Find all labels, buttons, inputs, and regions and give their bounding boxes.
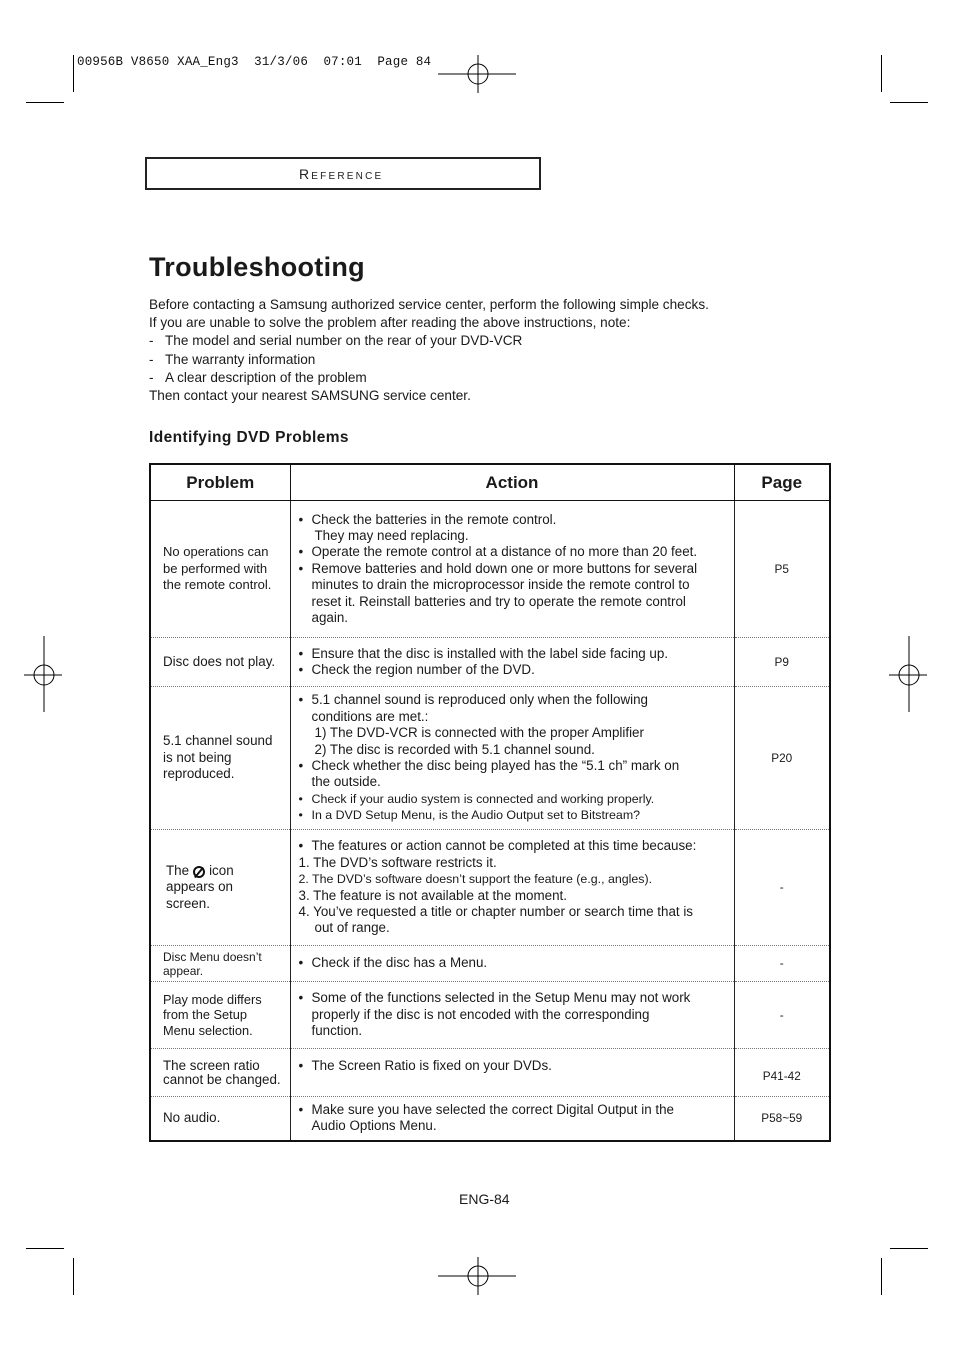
column-header-action: Action xyxy=(290,464,734,501)
prohibited-icon xyxy=(193,866,205,878)
intro-item: - The model and serial number on the rear of your DVD-VCR xyxy=(149,333,523,349)
table-row xyxy=(150,1049,830,1097)
intro-text xyxy=(149,296,709,405)
table-row xyxy=(150,501,830,638)
page-reference: - xyxy=(734,830,830,946)
section-label-box xyxy=(145,157,541,190)
problem-cell: Disc does not play. xyxy=(150,638,290,687)
table-row xyxy=(150,982,830,1049)
intro-line-3: Then contact your nearest SAMSUNG service center. xyxy=(149,388,471,404)
intro-line-2: If you are unable to solve the problem after reading the above instructions, note: xyxy=(149,315,631,331)
problem-cell: Disc Menu doesn’t appear. xyxy=(150,946,290,982)
action-cell: • Check the batteries in the remote control. They may need replacing. • Operate the remote control at a distance of no more than 20 feet. • Remove batteries and hold down one or more buttons for several minutes to drain the microprocessor inside the remote control to reset it. Reinstall batteries and try to operate the remote control again. xyxy=(290,501,734,638)
problem-cell: No audio. xyxy=(150,1097,290,1141)
page-reference: P9 xyxy=(734,638,830,687)
action-cell: • Ensure that the disc is installed with the label side facing up. • Check the region number of the DVD. xyxy=(290,638,734,687)
problem-cell: No operations can be performed with the remote control. xyxy=(163,544,272,593)
action-cell: • The features or action cannot be completed at this time because: 1. The DVD’s software restricts it. 2. The DVD’s software doesn’t support the feature (e.g., angles). 3. The feature is not available at the moment. 4. You’ve requested a title or chapter number or search time that is out of range. xyxy=(290,830,734,946)
section-subtitle: Identifying DVD Problems xyxy=(149,429,349,446)
problem-cell: The screen ratio cannot be changed. xyxy=(150,1049,290,1097)
table-row xyxy=(150,946,830,982)
column-header-page: Page xyxy=(734,464,830,501)
action-cell: • Make sure you have selected the correct Digital Output in the Audio Options Menu. xyxy=(290,1097,734,1141)
registration-mark-top xyxy=(438,55,518,95)
page-number: ENG-84 xyxy=(459,1191,510,1207)
table-header-row xyxy=(150,464,830,501)
table-row xyxy=(150,638,830,687)
action-cell: • Check if the disc has a Menu. xyxy=(290,946,734,982)
page-reference: - xyxy=(734,946,830,982)
problem-cell: The icon appears on screen. xyxy=(150,830,290,946)
action-cell: • The Screen Ratio is fixed on your DVDs. xyxy=(290,1049,734,1097)
page-reference: P5 xyxy=(734,501,830,638)
page-reference: P41-42 xyxy=(734,1049,830,1097)
table-row xyxy=(150,687,830,830)
troubleshooting-table xyxy=(149,463,831,1142)
print-slug: 00956B V8650 XAA_Eng3 31/3/06 07:01 Page 84 xyxy=(77,55,432,69)
page-title: Troubleshooting xyxy=(149,252,365,282)
action-cell: • Some of the functions selected in the Setup Menu may not work properly if the disc is not encoded with the corresponding function. xyxy=(290,982,734,1049)
problem-cell: Play mode differs from the Setup Menu selection. xyxy=(150,982,290,1049)
intro-line-1: Before contacting a Samsung authorized service center, perform the following simple checks. xyxy=(149,297,709,312)
intro-item: - The warranty information xyxy=(149,351,316,367)
registration-mark-left xyxy=(24,636,64,714)
intro-item: - A clear description of the problem xyxy=(149,369,367,385)
action-cell: • 5.1 channel sound is reproduced only when the following conditions are met.: 1) The DVD-VCR is connected with the proper Amplifier 2) The disc is recorded with 5.1 channel sound. • Check whether the disc being played has the “5.1 ch” mark on the outside. • Check if your audio system is connected and working properly. • In a DVD Setup Menu, is the Audio Output set to Bitstream? xyxy=(290,687,734,830)
section-label: Reference xyxy=(299,166,384,182)
table-row xyxy=(150,1097,830,1141)
registration-mark-right xyxy=(889,636,929,714)
registration-mark-bottom xyxy=(438,1257,518,1297)
page-reference: P20 xyxy=(734,687,830,830)
page-reference: - xyxy=(734,982,830,1049)
page-reference: P58~59 xyxy=(734,1097,830,1141)
table-row xyxy=(150,830,830,946)
problem-cell: 5.1 channel sound is not being reproduced. xyxy=(150,687,290,830)
column-header-problem: Problem xyxy=(150,464,290,501)
